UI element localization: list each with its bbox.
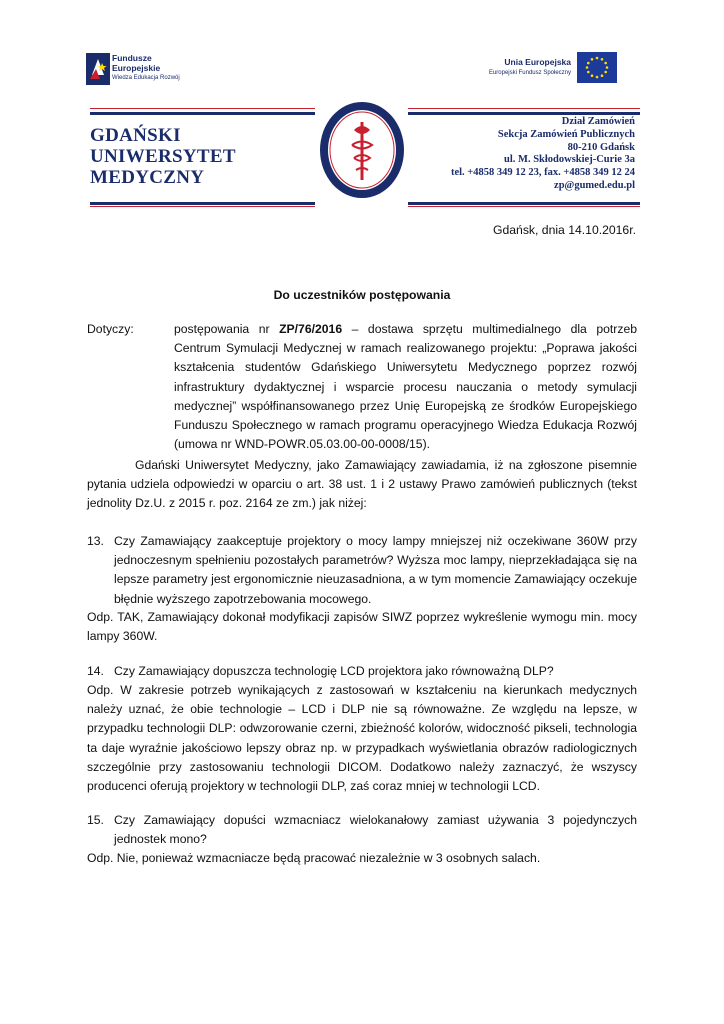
- question-number: 14.: [87, 664, 104, 678]
- header-rule: [408, 112, 640, 115]
- fundusze-europejskie-label: [112, 53, 180, 83]
- contact-line: ul. M. Skłodowskiej-Curie 3a: [504, 154, 635, 166]
- question-text: Czy Zamawiający dopuści wzmacniacz wielokanałowy zamiast używania 3 pojedynczych jednostek mono?: [114, 813, 637, 847]
- question-text: Czy Zamawiający zaakceptuje projektory o mocy lampy mniejszej niż oczekiwane 360W przy jednoczesnym spełnieniu pozostałych parametrów? Wyższa moc lampy, nieprzekładająca się na lepsze parametry jest ergonomicznie nieuzasadniona, a w tym momencie Zamawiający oczekuje błędnie wyższego zapotrzebowania mocowego.: [114, 534, 637, 606]
- contact-line: tel. +4858 349 12 23, fax. +4858 349 12 24: [450, 167, 635, 179]
- header-rule: [90, 202, 315, 205]
- header-rule-red: [90, 108, 315, 109]
- university-seal-icon: [318, 100, 406, 200]
- header-rule: [90, 112, 315, 115]
- header-rule-red: [408, 206, 640, 207]
- answer-text: Odp. Nie, ponieważ wzmacniacze będą pracować niezależnie w 3 osobnych salach.: [87, 851, 541, 865]
- contact-block: [420, 116, 635, 193]
- header-rule-red: [408, 108, 640, 109]
- dotyczy-body: [174, 320, 637, 454]
- dotyczy-label: Dotyczy:: [87, 322, 134, 336]
- fe-line3: Wiedza Edukacja Rozwój: [112, 75, 180, 81]
- eu-flag-icon: [577, 52, 617, 83]
- answer-text: Odp. W zakresie potrzeb wynikających z zastosowań w kształceniu na kierunkach medycznych należy uznać, że obie technologie – LCD i DLP nie są równoważne. Ze względu na lepsze, w przypadku technologii DLP: odwzorowanie czerni, zbieżność kolorów, widoczność pikseli, technologia ta daje wyraźnie jakościowo lepszy obraz np. w przypadkach wyświetlania obrazów radiologicznych szczególnie przy zastosowaniu technologii DICOM. Dodatkowo należy zaznaczyć, że wszyscy producenci oferują projektory w technologii DLP, zaś coraz mniej w technologii LCD.: [87, 683, 637, 794]
- fundusze-europejskie-logo-icon: [86, 53, 110, 85]
- document-date: Gdańsk, dnia 14.10.2016r.: [493, 223, 636, 237]
- university-name-line3: MEDYCZNY: [90, 167, 205, 188]
- unia-europejska-label: [470, 57, 571, 79]
- answer-text: Odp. TAK, Zamawiający dokonał modyfikacji zapisów SIWZ poprzez wykreślenie wymogu min. mocy lampy 360W.: [87, 610, 637, 644]
- dotyczy-pre: postępowania nr: [174, 322, 280, 336]
- ue-line1: Unia Europejska: [504, 57, 571, 67]
- header-rule: [408, 202, 640, 205]
- intro-paragraph: Gdański Uniwersytet Medyczny, jako Zamawiający zawiadamia, iż na zgłoszone pisemnie pytania udziela odpowiedzi w oparciu o art. 38 ust. 1 i 2 ustawy Prawo zamówień publicznych (tekst jednolity Dz.U. z 2015 r. poz. 2164 ze zm.) jak niżej:: [87, 458, 637, 511]
- question-number: 15.: [87, 813, 104, 827]
- contact-line: 80-210 Gdańsk: [567, 141, 635, 153]
- university-name-line2: UNIWERSYTET: [90, 146, 236, 167]
- contact-line: Dział Zamówień: [561, 116, 635, 127]
- question-number: 13.: [87, 534, 104, 548]
- contact-email: zp@gumed.edu.pl: [554, 179, 635, 191]
- document-heading: Do uczestników postępowania: [273, 288, 451, 302]
- question-text: Czy Zamawiający dopuszcza technologię LCD projektora jako równoważną DLP?: [114, 664, 554, 678]
- fe-line1: Fundusze: [112, 53, 152, 63]
- ue-line2: Europejski Fundusz Społeczny: [488, 70, 571, 76]
- dotyczy-post: – dostawa sprzętu multimedialnego dla potrzeb Centrum Symulacji Medycznej w ramach realizowanego projektu: „Poprawa jakości kształcenia studentów Gdańskiego Uniwersytetu Medycznego poprzez rozwój infrastruktury dydaktycznej i wsparcie procesu nauczania o metody symulacji medycznej” współfinansowanego przez Unię Europejską ze środków Europejskiego Funduszu Społecznego w ramach programu operacyjnego Wiedza Edukacja Rozwój (umowa nr WND-POWR.05.03.00-00-0008/15).: [174, 322, 637, 452]
- fe-line2: Europejskie: [112, 63, 161, 73]
- university-name: [90, 125, 236, 188]
- university-name-line1: GDAŃSKI: [90, 125, 181, 146]
- contact-line: Sekcja Zamówień Publicznych: [497, 128, 635, 140]
- case-number: ZP/76/2016: [279, 322, 343, 336]
- header-rule-red: [90, 206, 315, 207]
